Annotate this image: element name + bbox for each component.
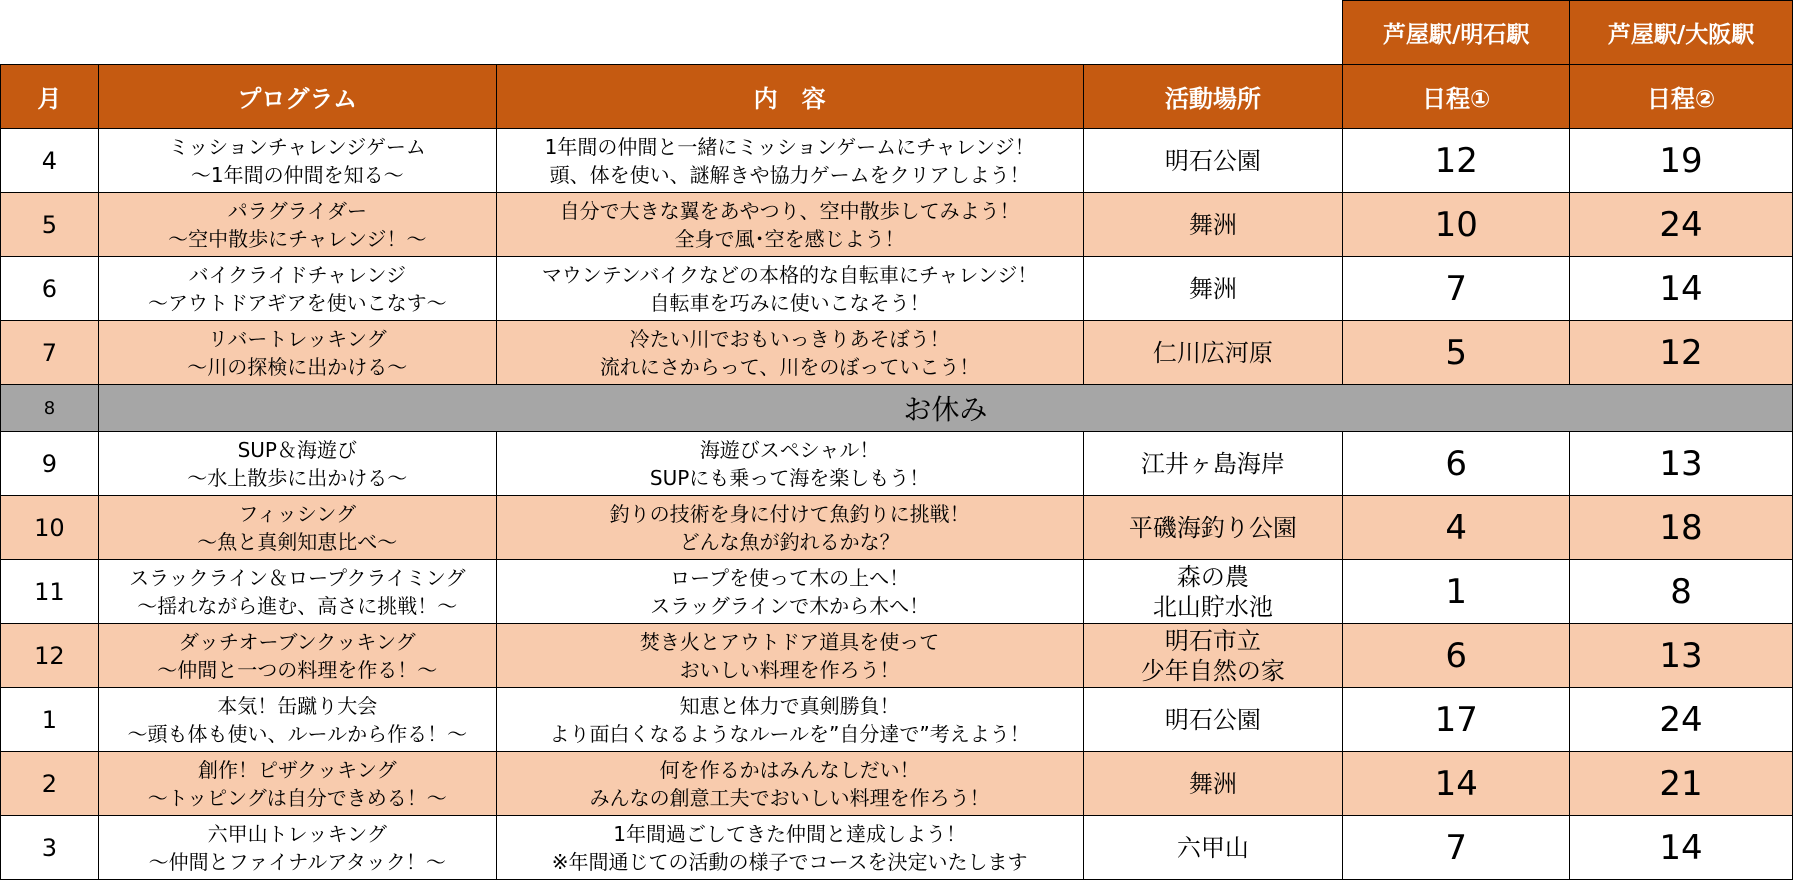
program-cell-line: ～仲間と一つの料理を作る！～ <box>157 657 438 682</box>
place-cell-line: 明石公園 <box>1164 146 1261 175</box>
place-cell <box>1083 816 1343 880</box>
place-cell <box>1083 257 1343 321</box>
content-cell-line: 釣りの技術を身に付けて魚釣りに挑戦！ <box>609 501 970 526</box>
date2-cell: 24 <box>1570 688 1793 752</box>
program-cell-line: ～水上散歩に出かける～ <box>187 465 408 490</box>
place-cell <box>1083 560 1343 624</box>
month-cell: 9 <box>1 432 99 496</box>
content-cell-line: 1年間の仲間と一緒にミッションゲームにチャレンジ！ <box>544 134 1035 159</box>
content-cell <box>496 257 1083 321</box>
place-cell-line: 北山貯水池 <box>1152 592 1273 621</box>
content-cell-line: 1年間過ごしてきた仲間と達成しよう！ <box>613 821 966 846</box>
rest-label-cell: お休み <box>98 385 1792 432</box>
month-cell: 4 <box>1 129 99 193</box>
header-content: 内 容 <box>496 65 1083 129</box>
date2-cell: 8 <box>1570 560 1793 624</box>
content-cell-line: ※年間通じての活動の様子でコースを決定いたします <box>551 849 1028 874</box>
content-cell <box>496 496 1083 560</box>
program-cell <box>98 624 496 688</box>
content-cell-line: みんなの創意工夫でおいしい料理を作ろう！ <box>589 785 990 810</box>
month-cell: 12 <box>1 624 99 688</box>
station-label-1: 芦屋駅/明石駅 <box>1343 1 1570 65</box>
content-cell-line: 流れにさからって、川をのぼっていこう！ <box>599 354 980 379</box>
content-cell-line: 頭、体を使い、謎解きや協力ゲームをクリアしよう！ <box>549 162 1030 187</box>
content-cell <box>496 752 1083 816</box>
program-cell <box>98 193 496 257</box>
place-cell <box>1083 432 1343 496</box>
place-cell-line: 六甲山 <box>1176 833 1249 862</box>
date1-cell: 17 <box>1343 688 1570 752</box>
header-date1: 日程① <box>1343 65 1570 129</box>
date2-cell: 13 <box>1570 624 1793 688</box>
table-row <box>1 257 1793 321</box>
date2-cell: 12 <box>1570 321 1793 385</box>
content-cell-line: SUPにも乗って海を楽しもう！ <box>649 465 930 490</box>
program-cell-line: SUP＆海遊び <box>237 437 357 462</box>
table-row <box>1 496 1793 560</box>
place-cell-line: 仁川広河原 <box>1152 338 1273 367</box>
program-cell <box>98 816 496 880</box>
program-cell <box>98 257 496 321</box>
content-cell <box>496 688 1083 752</box>
header-month: 月 <box>1 65 99 129</box>
table-row <box>1 624 1793 688</box>
month-cell: 3 <box>1 816 99 880</box>
month-cell: 1 <box>1 688 99 752</box>
program-cell-line: ～トッピングは自分できめる！～ <box>147 785 447 810</box>
date1-cell: 1 <box>1343 560 1570 624</box>
place-cell-line: 明石市立 <box>1164 626 1261 655</box>
program-cell-line: ダッチオーブンクッキング <box>178 629 416 654</box>
place-cell-line: 明石公園 <box>1164 705 1261 734</box>
rest-row <box>1 385 1793 432</box>
station-label-2: 芦屋駅/大阪駅 <box>1570 1 1793 65</box>
place-cell-line: 少年自然の家 <box>1140 656 1285 685</box>
program-cell-line: ～魚と真剣知恵比べ～ <box>197 529 398 554</box>
content-cell <box>496 816 1083 880</box>
column-header-row <box>1 65 1793 129</box>
date1-cell: 6 <box>1343 432 1570 496</box>
program-cell <box>98 752 496 816</box>
date2-cell: 24 <box>1570 193 1793 257</box>
place-cell <box>1083 129 1343 193</box>
month-cell: 11 <box>1 560 99 624</box>
date1-cell: 6 <box>1343 624 1570 688</box>
date1-cell: 12 <box>1343 129 1570 193</box>
program-cell-line: ～揺れながら進む、高さに挑戦！～ <box>137 593 458 618</box>
program-cell-line: ～アウトドアギアを使いこなす～ <box>147 290 447 315</box>
table-row <box>1 129 1793 193</box>
place-cell-line: 森の農 <box>1176 562 1249 591</box>
month-cell: 7 <box>1 321 99 385</box>
content-cell-line: マウンテンバイクなどの本格的な自転車にチャレンジ！ <box>541 262 1038 287</box>
header-date2: 日程② <box>1570 65 1793 129</box>
content-cell-line: ロープを使って木の上へ！ <box>670 565 910 590</box>
date1-cell: 10 <box>1343 193 1570 257</box>
month-cell: 2 <box>1 752 99 816</box>
content-cell <box>496 560 1083 624</box>
place-cell-line: 舞洲 <box>1188 210 1237 239</box>
month-cell: 6 <box>1 257 99 321</box>
date2-cell: 14 <box>1570 816 1793 880</box>
program-cell-line: バイクライドチャレンジ <box>188 262 406 287</box>
place-cell <box>1083 193 1343 257</box>
place-cell <box>1083 321 1343 385</box>
content-cell-line: 全身で風･空を感じよう！ <box>674 226 905 251</box>
table-row <box>1 321 1793 385</box>
place-cell <box>1083 624 1343 688</box>
content-cell-line: おいしい料理を作ろう！ <box>679 657 900 682</box>
date1-cell: 5 <box>1343 321 1570 385</box>
place-cell-line: 舞洲 <box>1188 769 1237 798</box>
program-cell-line: スラックライン＆ロープクライミング <box>129 565 466 590</box>
place-cell-line: 平磯海釣り公園 <box>1128 513 1297 542</box>
program-cell-line: パラグライダー <box>227 198 367 223</box>
place-cell <box>1083 752 1343 816</box>
date1-cell: 14 <box>1343 752 1570 816</box>
program-cell-line: 本気！缶蹴り大会 <box>217 693 378 718</box>
table-row <box>1 688 1793 752</box>
program-cell-line: フィッシング <box>238 501 357 526</box>
program-cell <box>98 496 496 560</box>
rest-month-cell: 8 <box>1 385 99 432</box>
table-row <box>1 193 1793 257</box>
table-row <box>1 816 1793 880</box>
content-cell-line: 海遊びスペシャル！ <box>699 437 880 462</box>
program-cell <box>98 432 496 496</box>
content-cell-line: 自分で大きな翼をあやつり、空中散歩してみよう！ <box>559 198 1020 223</box>
content-cell-line: より面白くなるようなルールを”自分達で”考えよう！ <box>549 721 1030 746</box>
date1-cell: 4 <box>1343 496 1570 560</box>
month-cell: 10 <box>1 496 99 560</box>
program-cell-line: ～川の探検に出かける～ <box>187 354 408 379</box>
content-cell-line: 何を作るかはみんなしだい！ <box>659 757 920 782</box>
blank-header-area <box>1 1 1343 65</box>
content-cell <box>496 432 1083 496</box>
program-cell <box>98 560 496 624</box>
content-cell <box>496 129 1083 193</box>
table-row <box>1 752 1793 816</box>
place-cell-line: 江井ヶ島海岸 <box>1140 449 1285 478</box>
program-cell <box>98 688 496 752</box>
date2-cell: 21 <box>1570 752 1793 816</box>
program-cell <box>98 321 496 385</box>
content-cell-line: スラッグラインで木から木へ！ <box>650 593 930 618</box>
content-cell-line: どんな魚が釣れるかな？ <box>679 529 900 554</box>
content-cell <box>496 321 1083 385</box>
place-cell-line: 舞洲 <box>1188 274 1237 303</box>
program-cell-line: リバートレッキング <box>207 326 387 351</box>
table-row <box>1 432 1793 496</box>
program-cell-line: ミッションチャレンジゲーム <box>168 134 426 159</box>
date2-cell: 14 <box>1570 257 1793 321</box>
program-cell-line: ～仲間とファイナルアタック！～ <box>148 849 446 874</box>
month-cell: 5 <box>1 193 99 257</box>
date2-cell: 18 <box>1570 496 1793 560</box>
program-cell <box>98 129 496 193</box>
date1-cell: 7 <box>1343 257 1570 321</box>
content-cell <box>496 193 1083 257</box>
date2-cell: 19 <box>1570 129 1793 193</box>
content-cell-line: 知恵と体力で真剣勝負！ <box>679 693 900 718</box>
place-cell <box>1083 496 1343 560</box>
program-cell-line: ～空中散歩にチャレンジ！～ <box>168 226 427 251</box>
date1-cell: 7 <box>1343 816 1570 880</box>
content-cell <box>496 624 1083 688</box>
program-cell-line: 六甲山トレッキング <box>207 821 387 846</box>
program-cell-line: ～頭も体も使い、ルールから作る！～ <box>127 721 468 746</box>
program-cell-line: 創作！ピザクッキング <box>197 757 397 782</box>
content-cell-line: 自転車を巧みに使いこなそう！ <box>649 290 930 315</box>
header-place: 活動場所 <box>1083 65 1343 129</box>
header-program: プログラム <box>98 65 496 129</box>
content-cell-line: 焚き火とアウトドア道具を使って <box>639 629 940 654</box>
date2-cell: 13 <box>1570 432 1793 496</box>
place-cell <box>1083 688 1343 752</box>
program-cell-line: ～1年間の仲間を知る～ <box>190 162 404 187</box>
content-cell-line: 冷たい川でおもいっきりあそぼう！ <box>629 326 950 351</box>
table-row <box>1 560 1793 624</box>
